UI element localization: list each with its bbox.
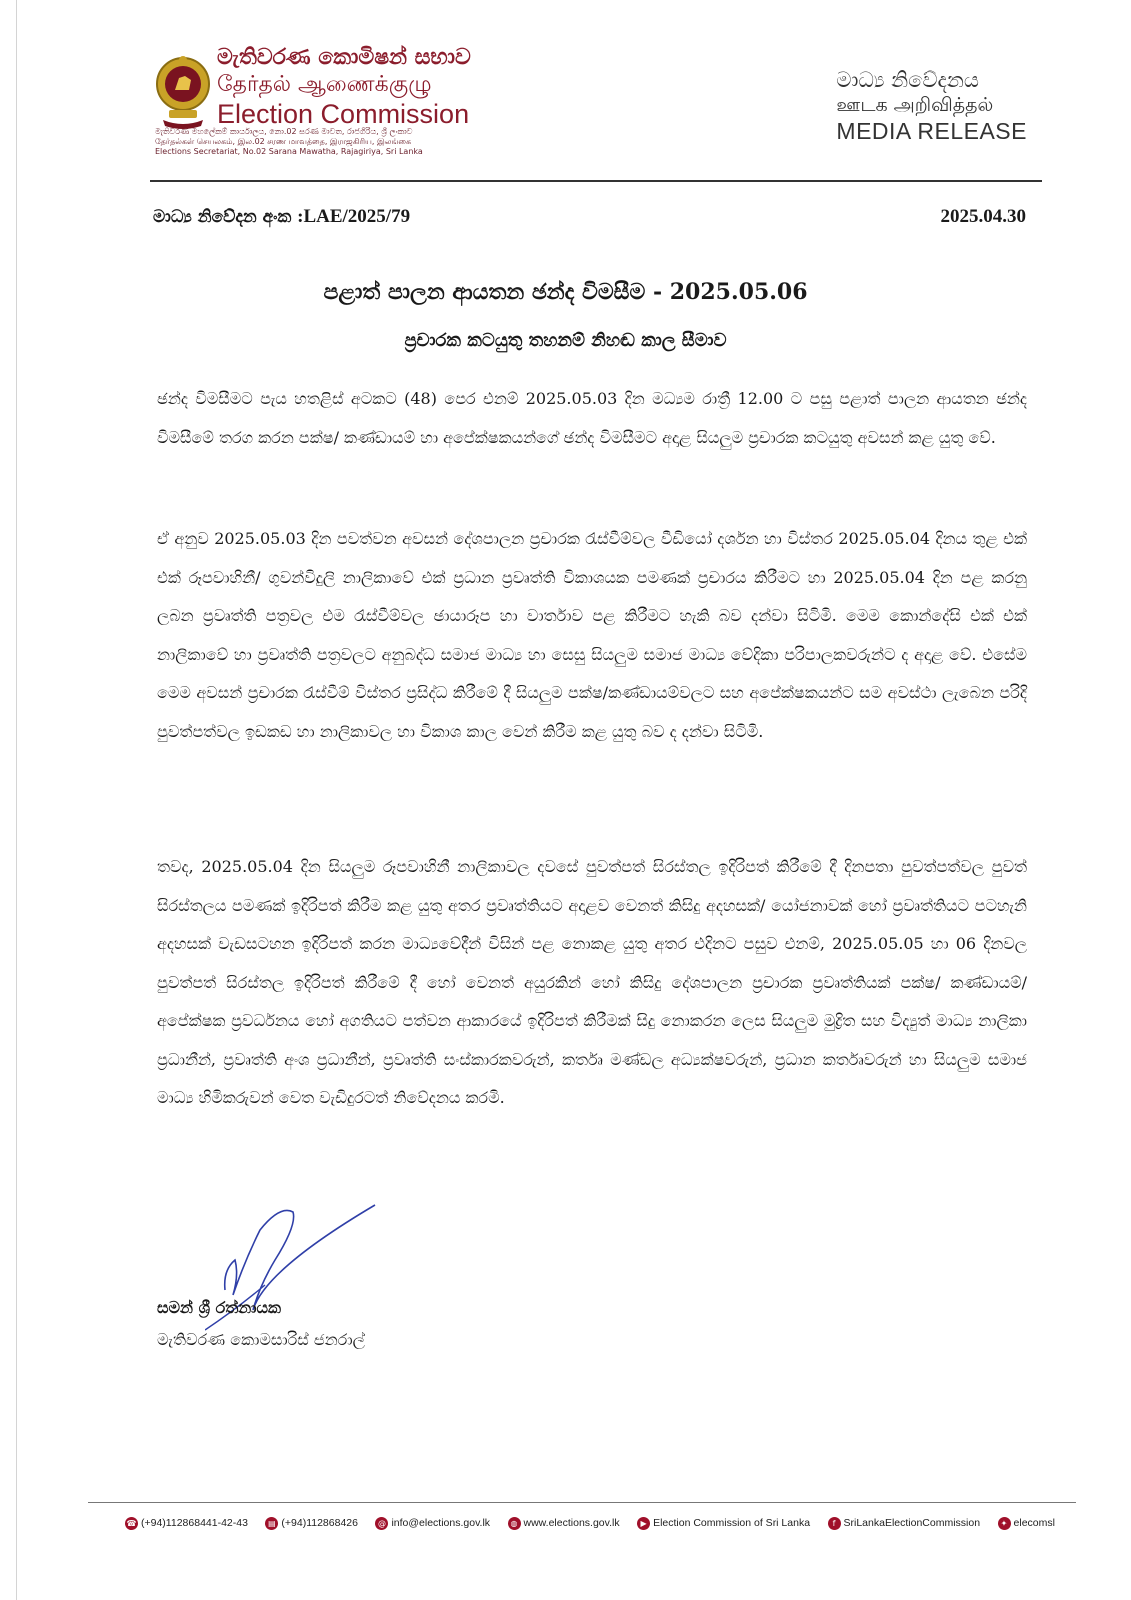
youtube-icon: ▶ — [637, 1517, 650, 1530]
footer-twitter[interactable]: ✦ elecomsl — [998, 1517, 1055, 1530]
release-date: 2025.04.30 — [940, 206, 1026, 227]
signatory-name: සමන් ශ්‍රී රත්නායක — [157, 1298, 281, 1317]
address-tamil: தேர்தல்கள் செயலகம், இல.02 சரண மாவத்தை, இராஜகிரிய, இலங்கை — [155, 137, 412, 146]
email-icon: @ — [375, 1517, 388, 1530]
footer-youtube[interactable]: ▶ Election Commission of Sri Lanka — [637, 1517, 810, 1530]
address-english: Elections Secretariat, No.02 Sarana Mawatha, Rajagiriya, Sri Lanka — [155, 147, 423, 156]
org-name-tamil: தேர்தல் ஆணைக்குழு — [217, 72, 432, 97]
body-paragraph-1: ඡන්ද විමසීමට පැය හතළිස් අටකට (48) පෙර එනම් 2025.05.03 දින මධ්‍යම රාත්‍රී 12.00 ට පසු පළාත් පාලන ආයතන ඡන්ද විමසීමේ තරග කරන පක්ෂ/ කණ්ඩායම් හා අපේක්ෂකයන්ගේ ඡන්ද විමසීමට අදාළ සියලුම ප්‍රචාරක කටයුතු අවසන් කළ යුතු වේ. — [157, 389, 1027, 447]
page-edge — [16, 0, 17, 1600]
media-release-english: MEDIA RELEASE — [836, 118, 1027, 144]
body-paragraph-2: ඒ අනුව 2025.05.03 දින පවත්වන අවසන් දේශපාලන ප්‍රචාරක රැස්වීම්වල වීඩියෝ දර්ශන හා විස්තර 2025.05.04 දිනය තුළ එක් එක් රූපවාහිනී/ ගුවන්විදුලි නාලිකාවේ එක් ප්‍රධාන ප්‍රවෘත්ති විකාශයක පමණක් ප්‍රචාරය කිරීමට හා 2025.05.04 දින පළ කරනු ලබන ප්‍රවෘත්ති පත්‍රවල එම රැස්වීම්වල ඡායාරූප හා වාර්තාව පළ කිරීමට හැකි බව දන්වා සිටිමි. මෙම කොන්දේසි එක් එක් නාලිකාවේ හා ප්‍රවෘත්ති පත්‍රවලට අනුබද්ධ සමාජ මාධ්‍ය හා සෙසු සියලුම සමාජ මාධ්‍ය වේදිකා පරිපාලකවරුන්ට ද අදාළ වේ. එසේම මෙම අවසන් ප්‍රචාරක රැස්වීම් විස්තර ප්‍රසිද්ධ කිරීමේ දී සියලුම පක්ෂ/කණ්ඩායම්වලට සහ අපේක්ෂකයන්ට සම අවස්ථා ලැබෙන පරිදි පුවත්පත්වල ඉඩකඩ හා නාලිකාවල හා විකාශ කාල වෙන් කිරීම කළ යුතු බව ද දන්වා සිටිමි. — [157, 529, 1027, 741]
sri-lanka-emblem-icon — [155, 50, 211, 130]
letterhead — [155, 45, 1055, 175]
sub-title: ප්‍රචාරක කටයුතු තහනම් නිහඬ කාල සීමාව — [404, 330, 727, 351]
footer-contacts — [125, 1514, 1055, 1532]
header-divider — [150, 180, 1042, 182]
footer-divider — [88, 1502, 1076, 1503]
org-name-sinhala: මැතිවරණ කොමිෂන් සභාව — [217, 45, 471, 70]
signatory-title: මැතිවරණ කොමසාරිස් ජනරාල් — [157, 1330, 365, 1349]
footer-fax[interactable]: ▤ (+94)112868426 — [265, 1517, 358, 1530]
address-block — [155, 127, 495, 157]
footer-phone[interactable]: ☎ (+94)112868441-42-43 — [126, 1517, 248, 1529]
media-release-sinhala: මාධ්‍ය නිවේදනය — [836, 68, 980, 92]
fax-icon: ▤ — [265, 1517, 278, 1530]
footer-facebook[interactable]: f SriLankaElectionCommission — [828, 1517, 981, 1530]
reference-label: මාධ්‍ය නිවේදන අංක : — [153, 207, 304, 227]
reference-number: LAE/2025/79 — [303, 206, 411, 227]
twitter-icon: ✦ — [998, 1517, 1011, 1530]
globe-icon: ◍ — [508, 1517, 521, 1530]
facebook-icon: f — [828, 1517, 841, 1530]
body-paragraph-3: තවද, 2025.05.04 දින සියලුම රූපවාහිනී නාලිකාවල දවසේ පුවත්පත් සිරස්තල ඉදිරිපත් කිරීමේ දී දිනපතා පුවත්පත්වල පුවත් සිරස්තලය පමණක් ඉදිරිපත් කිරීම කළ යුතු අතර ප්‍රවෘත්තියට අදාළව වෙනත් කිසිදු අදහසක්/ යෝජනාවක් හෝ ප්‍රවෘත්තියට පටහැනි අදහසක් වැඩසටහන ඉදිරිපත් කරන මාධ්‍යවේදීන් විසින් පළ නොකළ යුතු අතර එදිනට පසුව එනම්, 2025.05.05 හා 06 දිනවල පුවත්පත් සිරස්තල ඉදිරිපත් කිරීමේ දී හෝ වෙනත් අයුරකින් හෝ කිසිදු දේශපාලන ප්‍රචාරක ප්‍රවෘත්තියක් පක්ෂ/ කණ්ඩායම්/ අපේක්ෂක ප්‍රවර්ධනය හෝ අගතියට පත්වන ආකාරයේ ඉදිරිපත් කිරීමක් සිදු නොකරන ලෙස සියලුම මුද්‍රිත සහ විද්‍යුත් මාධ්‍ය නාලිකා ප්‍රධානීන්, ප්‍රවෘත්ති අංශ ප්‍රධානීන්, ප්‍රවෘත්ති සංස්කාරකවරුන්, කර්තෘ මණ්ඩල අධ්‍යක්ෂවරුන්, ප්‍රධාන කර්තෘවරුන් හා සියලුම සමාජ මාධ්‍ය හිමිකරුවන් වෙත වැඩිදුරටත් නිවේදනය කරමි. — [157, 857, 1027, 1107]
phone-icon: ☎ — [126, 1518, 137, 1528]
footer-email[interactable]: @ info@elections.gov.lk — [375, 1517, 490, 1530]
address-sinhala: මැතිවරණ මහලේකම් කාර්යාලය, නො.02 සරණ මාවත, රාජගිරිය, ශ්‍රී ලංකාව — [155, 127, 413, 136]
main-title: පළාත් පාලන ආයතන ඡන්ද විමසීම - 2025.05.06 — [323, 279, 808, 305]
org-name-english: Election Commission — [217, 99, 470, 129]
media-release-tamil: ஊடக அறிவித்தல் — [836, 94, 994, 116]
reference-line — [153, 206, 410, 228]
footer-website[interactable]: ◍ www.elections.gov.lk — [508, 1517, 620, 1530]
media-release-label — [836, 67, 1027, 145]
